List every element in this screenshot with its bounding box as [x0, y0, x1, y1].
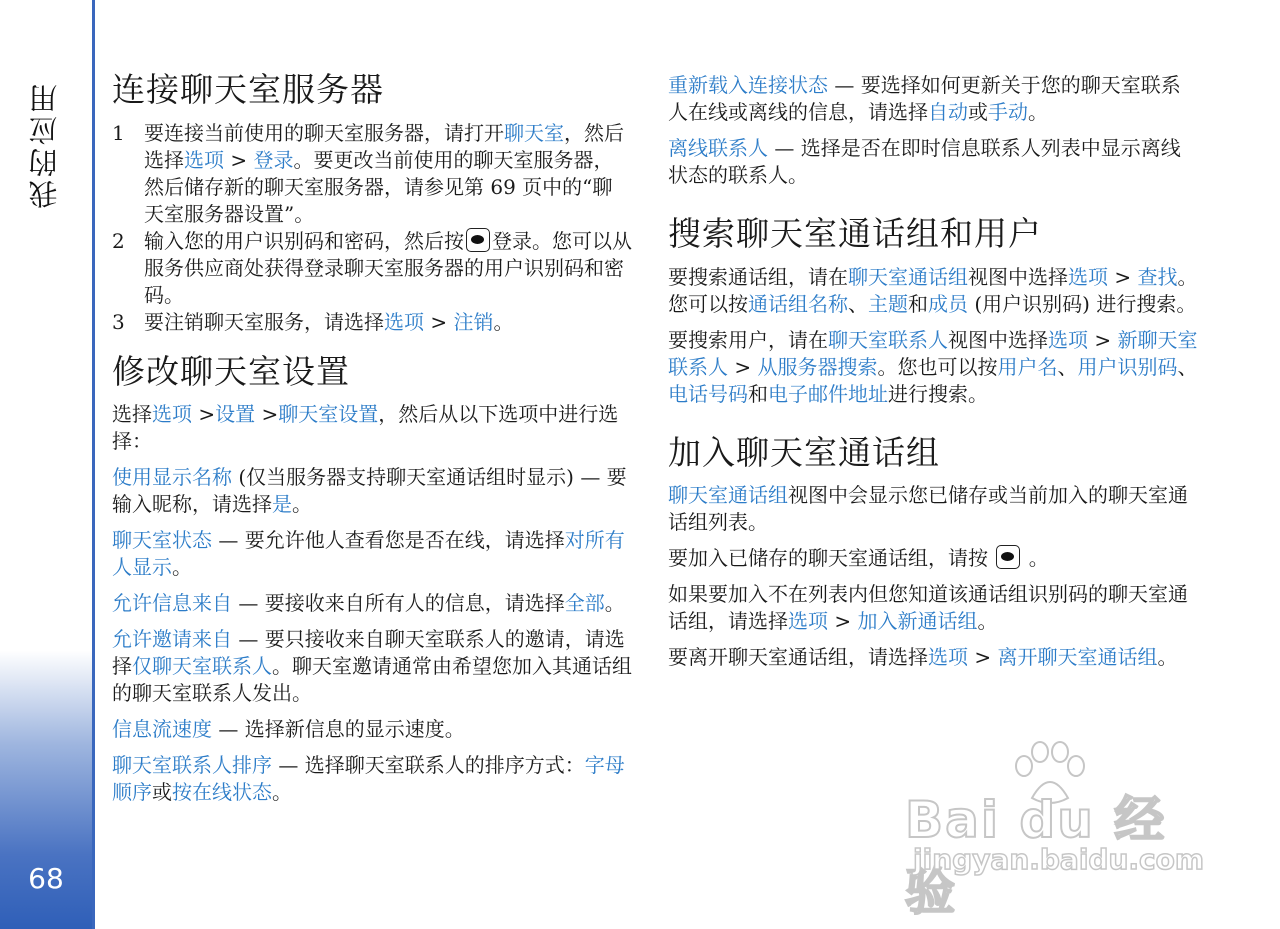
text: — 选择新信息的显示速度。	[212, 717, 465, 742]
watermark-brand: Bai du 经验	[905, 791, 1167, 921]
text: — 选择聊天室联系人的排序方式：	[272, 753, 585, 778]
link-options[interactable]: 选项	[1048, 327, 1088, 352]
link-chat-status[interactable]: 聊天室状态	[112, 528, 212, 553]
text: 。	[1028, 546, 1049, 571]
option-reload-status	[668, 72, 1198, 126]
text: (仅当服务器支持聊天室通话组时显示) — 要输入昵称，请选择	[112, 465, 627, 517]
baidu-watermark	[905, 740, 1205, 921]
step-text: 要连接当前使用的聊天室服务器，请打开	[144, 120, 504, 145]
settings-intro	[112, 401, 632, 455]
text: 和	[908, 291, 928, 316]
option-contact-sort	[112, 752, 632, 806]
separator: >	[424, 309, 454, 334]
link-all[interactable]: 全部	[564, 591, 605, 616]
text: 。	[292, 492, 312, 517]
text: — 选择是否在即时信息联系人列表中显示离线状态的联系人。	[668, 136, 1181, 187]
link-options[interactable]: 选项	[788, 609, 828, 634]
text: 、	[1057, 354, 1078, 379]
separator: >	[192, 402, 216, 427]
search-groups-text	[668, 264, 1198, 318]
link-reload-status[interactable]: 重新载入连接状态	[668, 73, 828, 97]
link-alphabetical[interactable]: 字母顺序	[112, 753, 625, 805]
step-3	[112, 309, 632, 336]
link-options[interactable]: 选项	[184, 147, 224, 172]
link-leave-chat-group[interactable]: 离开聊天室通话组	[997, 645, 1158, 670]
heading-search: 搜索聊天室通话组和用户	[668, 214, 1042, 253]
leave-group-text	[668, 644, 1198, 671]
text: 和	[748, 381, 768, 406]
link-logout[interactable]: 注销	[453, 309, 494, 334]
step-text: 要注销聊天室服务，请选择	[144, 309, 384, 334]
text: 。	[172, 555, 192, 580]
link-show-all[interactable]: 对所有人显示	[112, 528, 625, 580]
step-text: ，然后选择	[144, 120, 624, 172]
link-phone-number[interactable]: 电话号码	[668, 381, 748, 406]
text: 。	[1157, 645, 1178, 670]
option-chat-status	[112, 527, 632, 581]
step-number: 3	[112, 309, 125, 334]
text: 选择	[112, 402, 152, 427]
separator: >	[1088, 327, 1118, 352]
link-login[interactable]: 登录	[253, 147, 294, 172]
link-use-display-name[interactable]: 使用显示名称	[112, 465, 232, 490]
step-number: 1	[112, 120, 125, 145]
link-group-name[interactable]: 通话组名称	[748, 291, 848, 316]
section-title: 我的应用	[27, 81, 62, 209]
text: 视图中选择	[948, 327, 1048, 352]
link-options[interactable]: 选项	[928, 645, 968, 670]
text: 。	[272, 780, 292, 805]
text: ，然后从以下选项中进行选择：	[112, 402, 619, 454]
page-number: 68	[28, 862, 64, 895]
text: (用户识别码) 进行搜索。	[968, 291, 1197, 316]
option-allow-messages	[112, 590, 632, 617]
text: 。聊天室邀请通常由希望您加入其通话组的聊天室联系人发出。	[112, 654, 632, 706]
text: 、	[1177, 354, 1198, 379]
link-offline-contacts[interactable]: 离线联系人	[668, 136, 768, 160]
link-new-chat-contact[interactable]: 新聊天室联系人	[668, 327, 1198, 379]
text: 视图中会显示您已储存或当前加入的聊天室通话组列表。	[668, 483, 1188, 535]
link-allow-messages-from[interactable]: 允许信息来自	[112, 591, 232, 616]
link-contact-sort[interactable]: 聊天室联系人排序	[112, 753, 272, 778]
link-yes[interactable]: 是	[272, 492, 292, 517]
option-display-name	[112, 464, 632, 518]
heading-join-group: 加入聊天室通话组	[668, 432, 940, 472]
link-chat-room[interactable]: 聊天室	[504, 120, 564, 145]
step-text: 。要更改当前使用的聊天室服务器，然后储存新的聊天室服务器，请参见第 69 页中的“聊天室服务器设置”。	[144, 147, 614, 226]
select-key-icon	[996, 545, 1020, 569]
link-chat-groups[interactable]: 聊天室通话组	[668, 483, 788, 508]
link-automatic[interactable]: 自动	[928, 100, 968, 124]
text: 要离开聊天室通话组，请选择	[668, 645, 928, 670]
link-chat-contacts[interactable]: 聊天室联系人	[828, 327, 948, 352]
link-settings[interactable]: 设置	[215, 402, 256, 427]
link-by-online-status[interactable]: 按在线状态	[172, 780, 272, 805]
separator: >	[968, 645, 998, 670]
text: — 要接收来自所有人的信息，请选择	[232, 591, 565, 616]
link-chat-groups[interactable]: 聊天室通话组	[848, 264, 968, 289]
text: 要搜索用户，请在	[668, 327, 828, 352]
link-options[interactable]: 选项	[1068, 264, 1108, 289]
separator: >	[728, 354, 758, 379]
link-chat-settings[interactable]: 聊天室设置	[278, 402, 379, 427]
separator: >	[1108, 264, 1138, 289]
text: 或	[152, 780, 172, 805]
link-message-speed[interactable]: 信息流速度	[112, 717, 212, 742]
join-groups-view-text	[668, 482, 1198, 536]
link-user-id[interactable]: 用户识别码	[1077, 354, 1178, 379]
link-chat-contacts-only[interactable]: 仅聊天室联系人	[132, 654, 272, 679]
spacer	[668, 417, 1198, 433]
link-options[interactable]: 选项	[152, 402, 192, 427]
text: 、	[848, 291, 868, 316]
link-email-address[interactable]: 电子邮件地址	[768, 381, 888, 406]
link-join-new-group[interactable]: 加入新通话组	[857, 609, 978, 634]
separator: >	[224, 147, 254, 172]
option-message-speed	[112, 716, 632, 743]
text: 要搜索通话组，请在	[668, 264, 848, 289]
link-manual[interactable]: 手动	[988, 100, 1028, 124]
step-2	[112, 228, 632, 309]
text: — 要只接收来自聊天室联系人的邀请，请选择	[112, 627, 625, 679]
link-topic[interactable]: 主题	[868, 291, 908, 316]
separator: >	[828, 609, 858, 634]
left-column	[112, 70, 632, 815]
step-1	[112, 120, 632, 228]
text: 或	[968, 100, 988, 124]
step-text: 输入您的用户识别码和密码，然后按	[144, 228, 464, 253]
search-users-text	[668, 327, 1198, 408]
step-text: 登录。您可以从服务供应商处获得登录聊天室服务器的用户识别码和密码。	[144, 228, 632, 307]
sidebar-divider	[92, 0, 95, 929]
select-key-icon	[466, 228, 490, 252]
text: 。	[977, 609, 998, 634]
link-user-name[interactable]: 用户名	[997, 354, 1058, 379]
text: 要加入已储存的聊天室通话组，请按	[668, 546, 988, 571]
link-allow-invites-from[interactable]: 允许邀请来自	[112, 627, 232, 652]
text: 进行搜索。	[888, 381, 988, 406]
right-column	[668, 72, 1198, 680]
heading-modify-settings: 修改聊天室设置	[112, 351, 350, 391]
step-number: 2	[112, 228, 125, 253]
text: 如果要加入不在列表内但您知道该通话组识别码的聊天室通话组，请选择	[668, 582, 1188, 634]
link-options[interactable]: 选项	[384, 309, 424, 334]
option-offline-contacts	[668, 135, 1198, 189]
link-members[interactable]: 成员	[928, 291, 968, 316]
text: 视图中选择	[968, 264, 1068, 289]
connect-steps	[112, 120, 632, 336]
option-allow-invites	[112, 626, 632, 707]
join-saved-group-text	[668, 545, 1198, 572]
text: 。您也可以按	[877, 354, 998, 379]
text: — 要选择如何更新关于您的聊天室联系人在线或离线的信息，请选择	[668, 73, 1181, 124]
text: 。	[1028, 100, 1048, 124]
watermark-url: jingyan.baidu.com	[913, 843, 1205, 876]
text: — 要允许他人查看您是否在线，请选择	[212, 528, 565, 553]
spacer	[668, 198, 1198, 214]
link-search-from-server[interactable]: 从服务器搜索	[757, 354, 878, 379]
separator: >	[255, 402, 279, 427]
text: 。	[604, 591, 625, 616]
link-find[interactable]: 查找	[1137, 264, 1178, 289]
text: 。您可以按	[668, 264, 1198, 316]
join-new-group-text	[668, 581, 1198, 635]
heading-connect-server: 连接聊天室服务器	[112, 70, 384, 109]
step-text: 。	[493, 309, 514, 334]
